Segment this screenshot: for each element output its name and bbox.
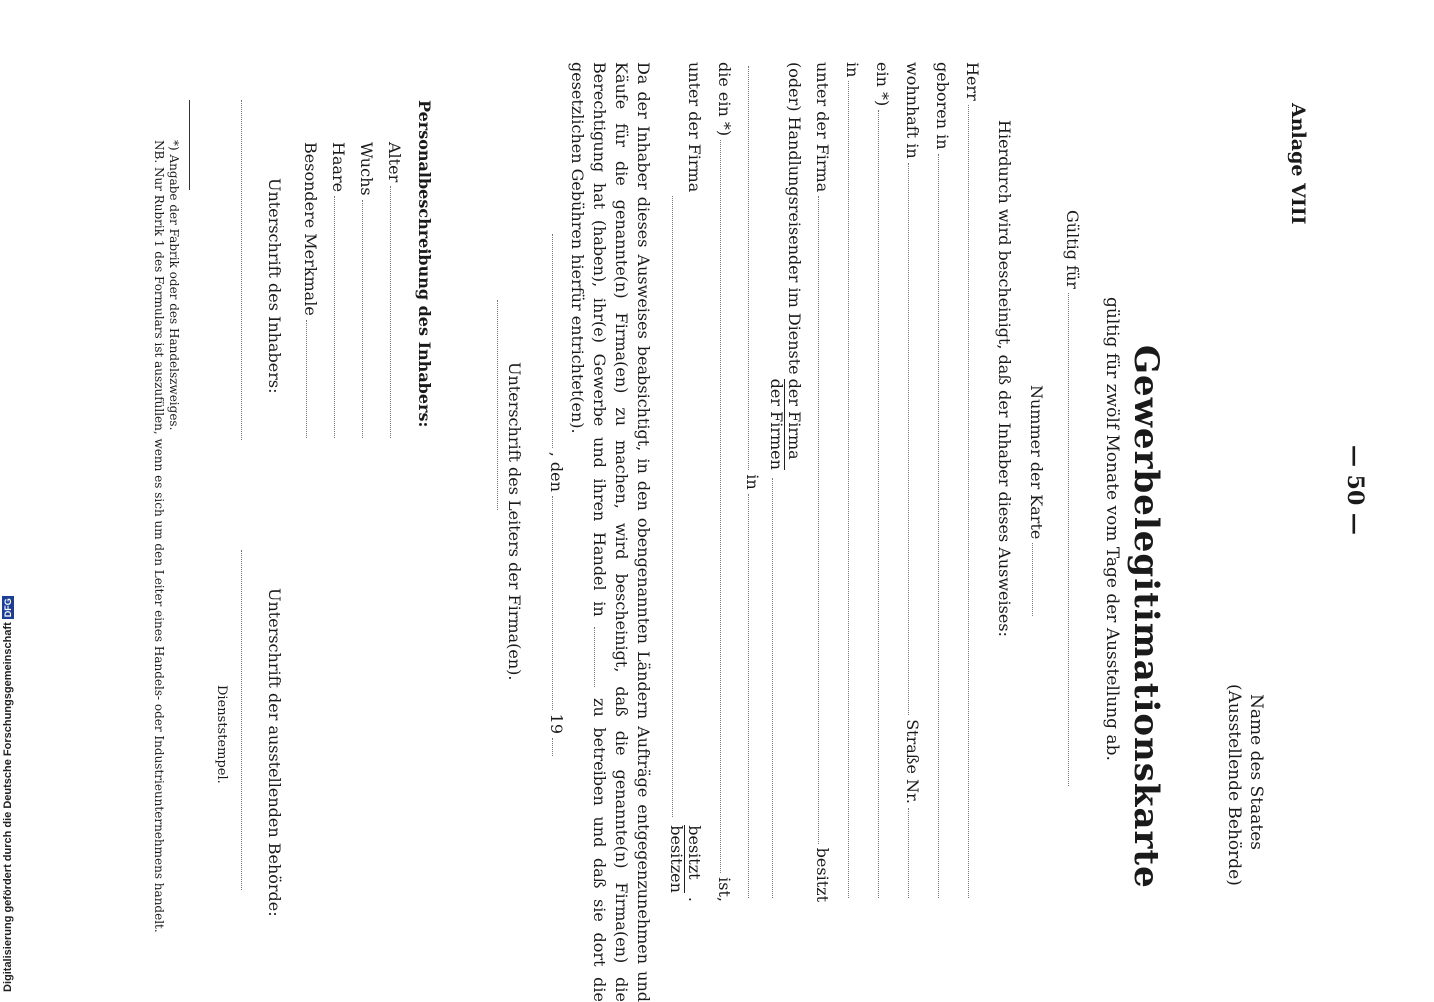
alter-row <box>385 142 404 442</box>
wohnhaft-row <box>903 62 922 902</box>
den-label: , den <box>547 451 566 492</box>
handlungsreisender-row <box>767 62 804 902</box>
in-row <box>843 62 862 902</box>
handlungsreisender-label: (oder) Handlungsreisender im Dienste <box>785 62 804 375</box>
firma-location-line[interactable] <box>748 66 750 470</box>
besitzt-label: besitzt <box>813 847 832 902</box>
haare-label: Haare <box>329 142 348 193</box>
die-ein-row <box>715 62 734 902</box>
geboren-row <box>933 62 952 902</box>
form-title: Gewerbelegitimationskarte <box>1126 345 1166 889</box>
authority-signature-line[interactable] <box>241 550 242 890</box>
page-number: — 50 — <box>1342 445 1368 535</box>
paragraph-end-text: zu betreiben und daß sie dort die gesetzlichen Gebühren hierfür entrichtet(en). <box>568 62 609 1002</box>
besitzen-option: besitzen <box>667 825 687 893</box>
wohnhaft-line[interactable] <box>908 163 910 716</box>
ein-line[interactable] <box>878 110 880 898</box>
gueltig-fuer-label: Gültig für <box>1063 210 1082 289</box>
card-number-row <box>1027 385 1046 620</box>
gueltig-fuer-line[interactable] <box>1068 293 1070 786</box>
certify-text: Hierdurch wird bescheinigt, daß der Inhaber dieses Ausweises: <box>995 120 1014 637</box>
state-name-label: Name des Staates <box>1246 694 1266 851</box>
footnote-star: *) Angabe der Fabrik oder des Handelszweiges. <box>167 140 181 431</box>
holder-signature-line[interactable] <box>241 100 242 440</box>
ein-label: ein *) <box>873 62 892 107</box>
geboren-label: geboren in <box>933 62 952 150</box>
firm-signature-line[interactable] <box>497 300 498 510</box>
date-line[interactable] <box>552 496 554 710</box>
firm-signature-label: Unterschrift des Leiters der Firma(en). <box>505 362 524 681</box>
stamp-label: Dienststempel. <box>214 685 229 784</box>
wuchs-line[interactable] <box>362 200 364 438</box>
footnote-rule <box>189 100 190 190</box>
dfg-logo: DFG <box>3 598 13 618</box>
authorization-paragraph <box>566 62 654 1002</box>
haare-line[interactable] <box>334 196 336 438</box>
haare-row <box>329 142 348 442</box>
year-label: 19 <box>547 713 566 735</box>
description-heading: Personalbeschreibung des Inhabers: <box>415 100 434 428</box>
der-firmen-option: der Firmen <box>767 378 787 470</box>
strasse-line[interactable] <box>908 808 910 898</box>
besitzt-choice <box>667 825 702 893</box>
herr-label: Herr <box>963 62 982 101</box>
herr-line[interactable] <box>968 105 970 898</box>
unter-firma-label: unter der Firma <box>813 62 832 193</box>
merkmale-line[interactable] <box>306 320 308 438</box>
wuchs-label: Wuchs <box>357 142 376 196</box>
alter-label: Alter <box>385 142 404 183</box>
date-row <box>547 230 566 760</box>
herr-row <box>963 62 982 902</box>
die-ein-label: die ein *) <box>715 62 734 137</box>
strasse-label: Straße Nr. <box>903 719 922 804</box>
footnote-nb: NB. Nur Rubrik 1 des Formulars ist auszufüllen, wenn es sich um den Leiter eines Handels- oder Industrieunternehmens handelt. <box>152 140 166 933</box>
firma-location-row <box>743 62 762 902</box>
holder-signature-label: Unterschrift des Inhabers: <box>265 178 284 394</box>
validity-text: gültig für zwölf Monate vom Tage der Ausstellung ab. <box>1102 297 1122 761</box>
unter-firma2-line[interactable] <box>672 196 674 817</box>
ein-row <box>873 62 892 902</box>
issuing-authority-label: (Ausstellende Behörde) <box>1224 684 1244 886</box>
period-mark: . <box>685 896 704 902</box>
ist-label: ist, <box>715 877 734 902</box>
paragraph-line[interactable] <box>594 627 595 687</box>
wohnhaft-label: wohnhaft in <box>903 62 922 159</box>
location-line[interactable] <box>748 494 750 898</box>
in-line[interactable] <box>848 81 850 898</box>
annex-label: Anlage VIII <box>1287 103 1309 225</box>
card-number-label: Nummer der Karte <box>1027 385 1046 540</box>
authority-signature-label: Unterschrift der ausstellenden Behörde: <box>265 588 284 917</box>
geboren-line[interactable] <box>938 154 940 898</box>
paragraph-text: Da der Inhaber dieses Ausweises beabsichtigt, in den obengenannten Ländern Aufträge entgegenzunehmen und Käufe für die genannte(n) Firma(en) zu machen, wird bescheinigt, daß die genannte(n) Firma(en) die Berechtigung hat (haben), ihr(e) Gewerbe und ihren Handel in <box>590 62 653 1002</box>
merkmale-label: Besondere Merkmale <box>301 142 320 316</box>
die-ein-line[interactable] <box>720 140 722 873</box>
gueltig-fuer-row <box>1063 210 1082 790</box>
in2-label: in <box>743 474 762 490</box>
credit-text: Digitalisierung gefördert durch die Deutsche Forschungsgemeinschaft <box>2 622 14 992</box>
handlungsreisender-line[interactable] <box>772 478 774 898</box>
year-line[interactable] <box>552 738 554 756</box>
place-line[interactable] <box>552 234 554 448</box>
unter-firma2-row <box>667 62 704 902</box>
alter-line[interactable] <box>390 186 392 438</box>
unter-firma-row <box>813 62 832 902</box>
firma-choice <box>767 379 802 470</box>
unter-firma2-label: unter der Firma <box>685 62 704 193</box>
unter-firma-line[interactable] <box>818 196 820 843</box>
der-firma-option: der Firma <box>784 379 802 470</box>
wuchs-row <box>357 142 376 442</box>
merkmale-row <box>301 142 320 442</box>
besitzt2-option: besitzt <box>684 825 702 893</box>
in-label: in <box>843 62 862 78</box>
card-number-line[interactable] <box>1032 543 1034 616</box>
